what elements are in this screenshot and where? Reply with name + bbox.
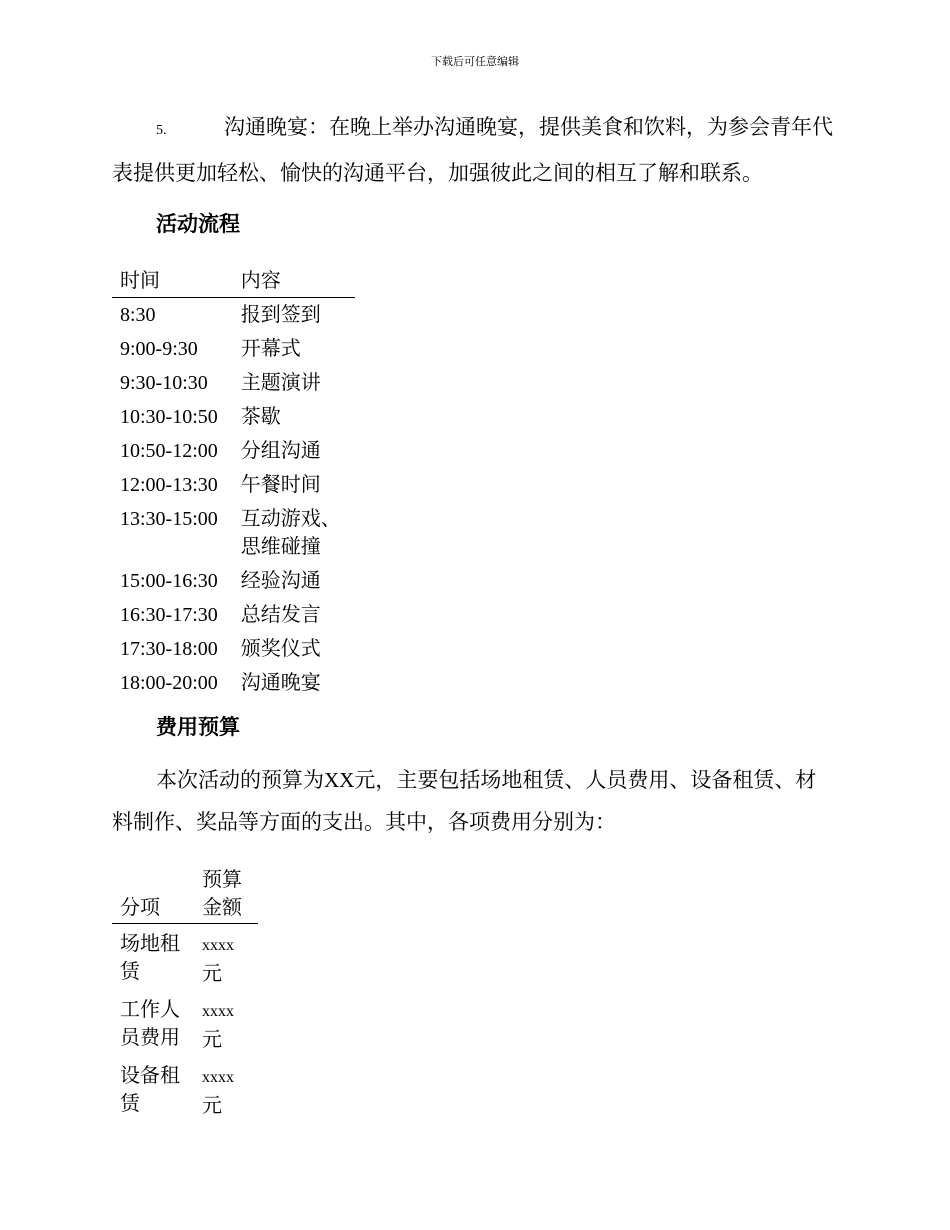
schedule-col-time: 时间 bbox=[112, 266, 241, 298]
table-row bbox=[112, 468, 355, 502]
table-row bbox=[112, 1056, 258, 1122]
budget-col-amount: 预算金额 bbox=[202, 866, 258, 924]
table-row bbox=[112, 990, 258, 1056]
schedule-content: 沟通晚宴 bbox=[240, 672, 321, 694]
schedule-content: 分组沟通 bbox=[240, 440, 321, 462]
budget-amount bbox=[202, 1056, 258, 1122]
schedule-col-content: 内容 bbox=[241, 266, 355, 298]
schedule-time: 17:30-18:00 bbox=[120, 638, 218, 660]
budget-table bbox=[112, 866, 258, 1122]
schedule-time: 8:30 bbox=[120, 304, 156, 326]
budget-header-row bbox=[112, 866, 258, 924]
schedule-time: 10:50-12:00 bbox=[120, 440, 218, 462]
budget-heading: 费用预算 bbox=[156, 715, 240, 739]
schedule-content: 开幕式 bbox=[240, 338, 301, 360]
schedule-content: 报到签到 bbox=[240, 304, 321, 326]
schedule-table bbox=[112, 266, 355, 700]
schedule-content: 午餐时间 bbox=[240, 474, 321, 496]
schedule-heading: 活动流程 bbox=[156, 212, 240, 236]
budget-amount-unit: 元 bbox=[202, 963, 222, 985]
table-row bbox=[112, 666, 355, 700]
budget-amount-value: xxxx bbox=[202, 937, 234, 954]
budget-intro: 本次活动的预算为XX元，主要包括场地租赁、人员费用、设备租赁、材料制作、奖品等方面的支出。其中，各项费用分别为： bbox=[112, 768, 817, 834]
schedule-time: 15:00-16:30 bbox=[120, 570, 218, 592]
table-row bbox=[112, 598, 355, 632]
schedule-time: 13:30-15:00 bbox=[120, 508, 218, 530]
list-number: 5. bbox=[156, 123, 167, 138]
budget-item: 场地租赁 bbox=[120, 933, 180, 983]
schedule-content: 茶歇 bbox=[240, 406, 281, 428]
table-row bbox=[112, 298, 355, 333]
schedule-time: 9:00-9:30 bbox=[120, 338, 198, 360]
table-row bbox=[112, 366, 355, 400]
schedule-time: 18:00-20:00 bbox=[120, 672, 218, 694]
budget-amount-value: xxxx bbox=[202, 1069, 234, 1086]
table-row bbox=[112, 434, 355, 468]
list-item-dinner bbox=[112, 106, 837, 194]
budget-amount-unit: 元 bbox=[202, 1095, 222, 1117]
schedule-time: 16:30-17:30 bbox=[120, 604, 218, 626]
table-row bbox=[112, 332, 355, 366]
list-item-text: 沟通晚宴：在晚上举办沟通晚宴，提供美食和饮料，为参会青年代表提供更加轻松、愉快的沟通平台，加强彼此之间的相互了解和联系。 bbox=[112, 115, 833, 185]
budget-col-item: 分项 bbox=[112, 866, 202, 924]
table-row bbox=[112, 502, 355, 564]
table-row bbox=[112, 924, 258, 991]
table-row bbox=[112, 632, 355, 666]
table-row bbox=[112, 400, 355, 434]
budget-amount-unit: 元 bbox=[202, 1029, 222, 1051]
budget-item: 工作人员费用 bbox=[120, 999, 180, 1049]
schedule-time: 10:30-10:50 bbox=[120, 406, 218, 428]
schedule-content: 颁奖仪式 bbox=[240, 638, 321, 660]
page-header: 下载后可任意编辑 bbox=[431, 56, 519, 68]
schedule-time: 12:00-13:30 bbox=[120, 474, 218, 496]
schedule-content: 互动游戏、思维碰撞 bbox=[240, 508, 341, 558]
schedule-header-row bbox=[112, 266, 355, 298]
schedule-content: 总结发言 bbox=[240, 604, 321, 626]
budget-item: 设备租赁 bbox=[120, 1065, 180, 1115]
schedule-content: 主题演讲 bbox=[240, 372, 321, 394]
budget-amount-value: xxxx bbox=[202, 1003, 234, 1020]
schedule-time: 9:30-10:30 bbox=[120, 372, 208, 394]
schedule-content: 经验沟通 bbox=[240, 570, 321, 592]
budget-amount bbox=[202, 924, 258, 991]
budget-amount bbox=[202, 990, 258, 1056]
table-row bbox=[112, 564, 355, 598]
